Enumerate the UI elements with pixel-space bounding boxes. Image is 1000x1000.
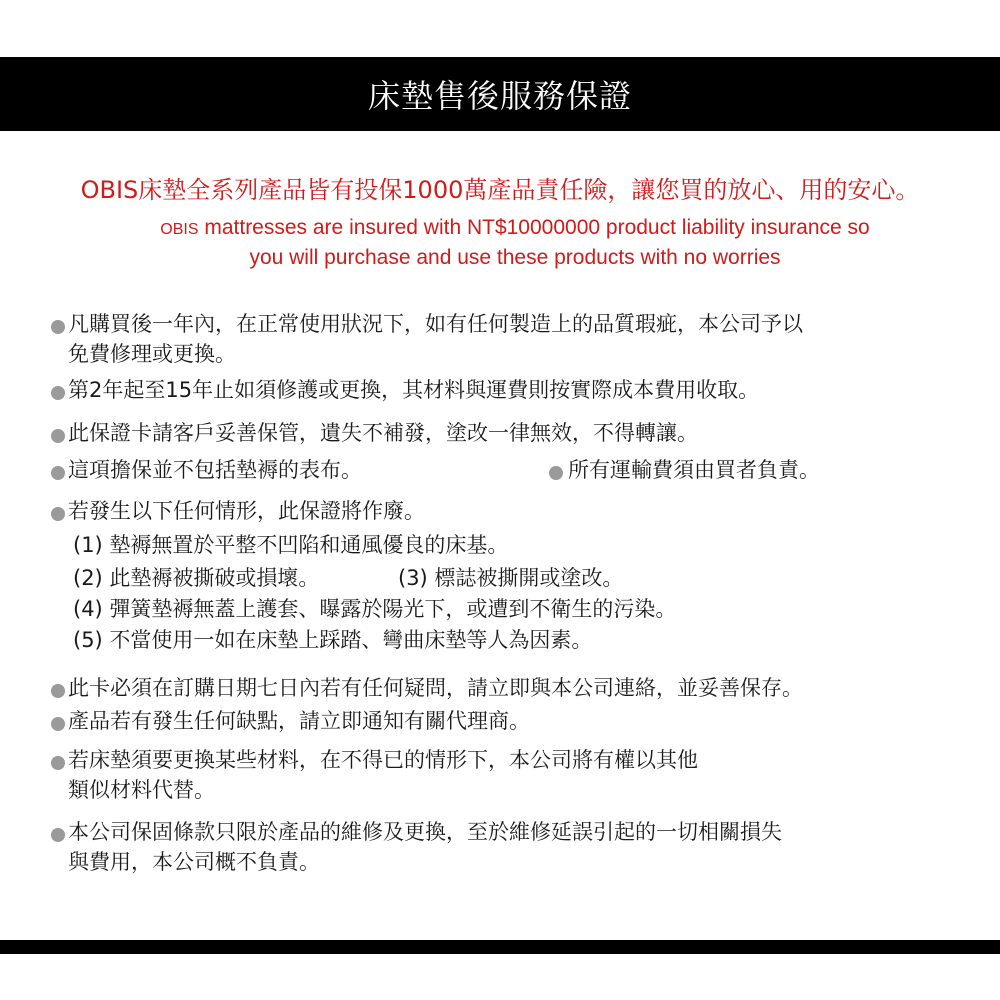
item-text: 第2年起至15年止如須修護或更換，其材料與運費則按實際成本費用收取。 — [68, 378, 760, 402]
item-text-continued: 與費用，本公司概不負責。 — [68, 850, 320, 874]
headline-english-line1: mattresses are insured with NT$10000000 product liability insurance so — [198, 216, 870, 239]
bullet-icon — [51, 684, 65, 698]
item-text: 產品若有發生任何缺點，請立即通知有關代理商。 — [68, 709, 530, 733]
item-text-right: 所有運輸費須由買者負責。 — [568, 458, 820, 482]
item-text-continued: 類似材料代替。 — [68, 778, 215, 802]
item-text: 凡購買後一年內，在正常使用狀況下，如有任何製造上的品質瑕疵，本公司予以 — [68, 312, 803, 336]
sub-item: (3) 標誌被撕開或塗改。 — [398, 566, 624, 590]
sub-item: (4) 彈簧墊褥無蓋上護套、曝露於陽光下，或遭到不衛生的污染。 — [73, 597, 677, 621]
title-bar — [0, 57, 1000, 131]
sub-item: (2) 此墊褥被撕破或損壞。 — [73, 566, 320, 590]
headline-english — [100, 214, 930, 272]
bullet-icon — [549, 466, 563, 480]
bullet-icon — [51, 320, 65, 334]
item-text: 若發生以下任何情形，此保證將作廢。 — [68, 499, 425, 523]
bullet-icon — [51, 717, 65, 731]
item-text: 本公司保固條款只限於產品的維修及更換，至於維修延誤引起的一切相關損失 — [68, 820, 782, 844]
sub-item: (1) 墊褥無置於平整不凹陷和通風優良的床基。 — [73, 533, 509, 557]
headline-english-brand: OBIS — [160, 221, 199, 238]
bullet-icon — [51, 756, 65, 770]
bullet-icon — [51, 828, 65, 842]
item-text-continued: 免費修理或更換。 — [68, 342, 236, 366]
bullet-icon — [51, 429, 65, 443]
headline-chinese: OBIS床墊全系列產品皆有投保1000萬產品責任險，讓您買的放心、用的安心。 — [80, 176, 920, 204]
bullet-icon — [51, 507, 65, 521]
bullet-icon — [51, 466, 65, 480]
item-text: 若床墊須要更換某些材料，在不得已的情形下，本公司將有權以其他 — [68, 748, 698, 772]
item-text: 這項擔保並不包括墊褥的表布。 — [68, 458, 362, 482]
sub-item: (5) 不當使用一如在床墊上踩踏、彎曲床墊等人為因素。 — [73, 628, 593, 652]
bullet-icon — [51, 386, 65, 400]
bottom-bar — [0, 940, 1000, 954]
item-text: 此卡必須在訂購日期七日內若有任何疑問，請立即與本公司連絡，並妥善保存。 — [68, 676, 803, 700]
headline-english-line2: you will purchase and use these products with no worries — [249, 246, 781, 269]
page-title: 床墊售後服務保證 — [367, 77, 632, 115]
item-text: 此保證卡請客戶妥善保管，遺失不補發，塗改一律無效，不得轉讓。 — [68, 421, 698, 445]
